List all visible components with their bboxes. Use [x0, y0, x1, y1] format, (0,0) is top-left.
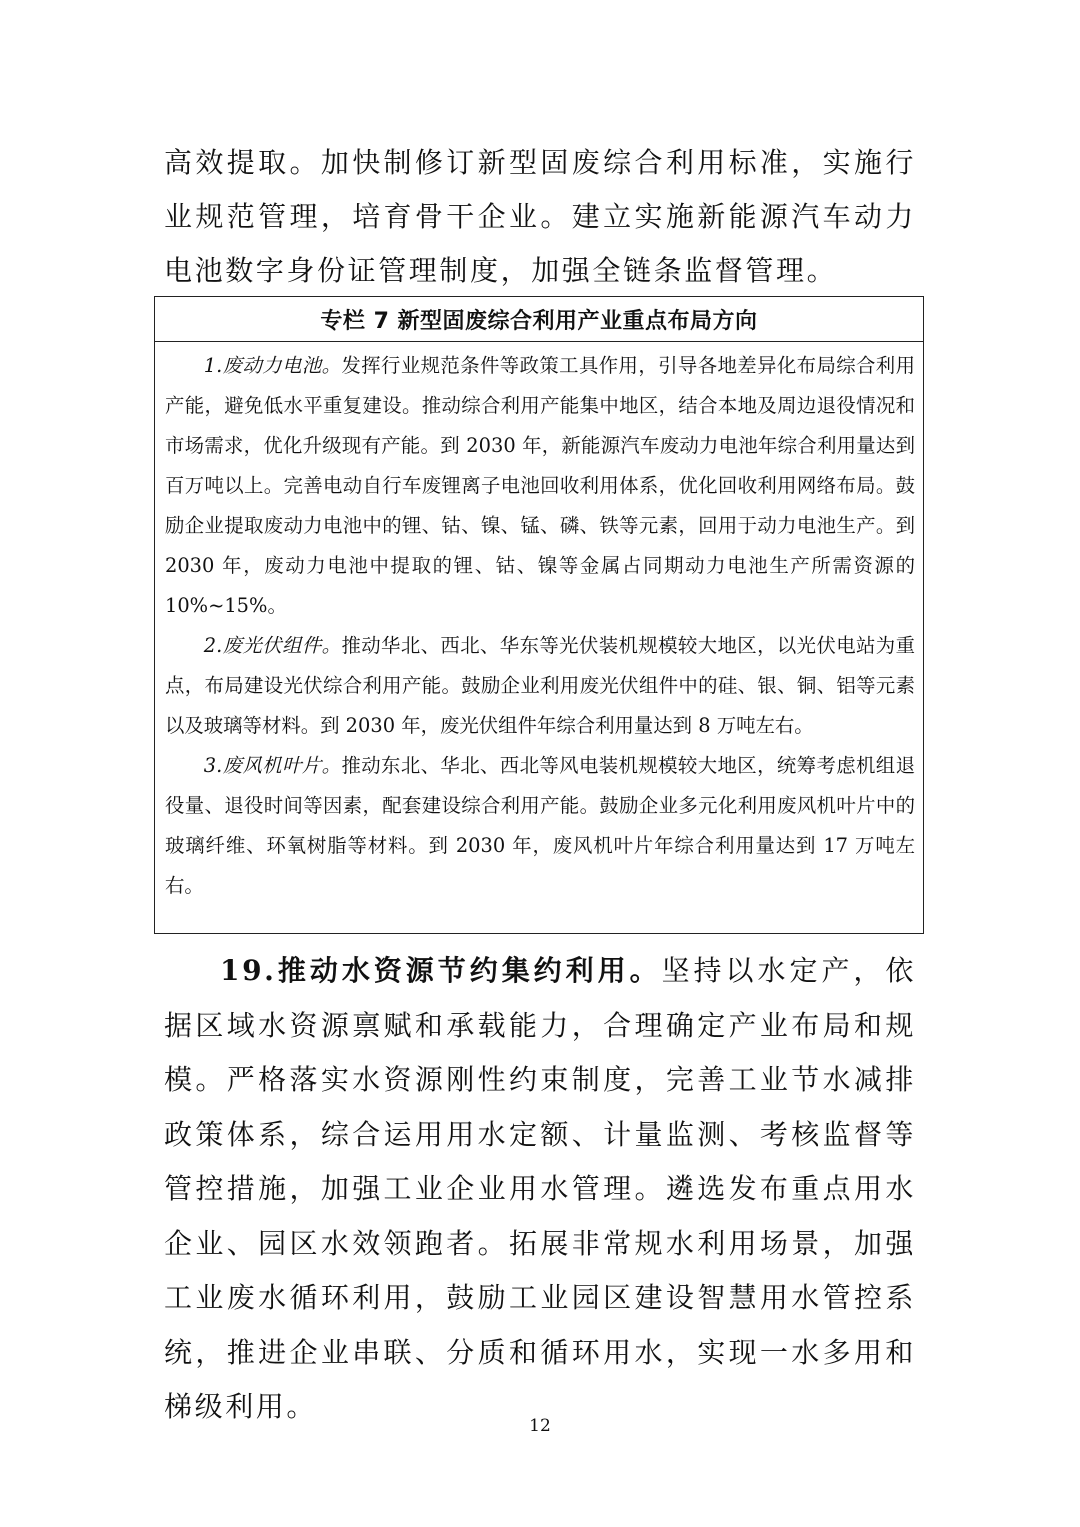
column-box-body — [155, 342, 923, 906]
column-item-heading: 1.废动力电池。 — [203, 354, 342, 377]
section-number: 19. — [220, 954, 277, 987]
column-box-title: 专栏 7 新型固废综合利用产业重点布局方向 — [155, 297, 923, 342]
column-item-text: 发挥行业规范条件等政策工具作用，引导各地差异化布局综合利用产能，避免低水平重复建设。推动综合利用产能集中地区，结合本地及周边退役情况和市场需求，优化升级现有产能。到 2030 年，新能源汽车废动力电池年综合利用量达到百万吨以上。完善电动自行车废锂离子电池回收利用体系，优化回收利用网络布局。鼓励企业提取废动力电池中的锂、钴、镍、锰、磷、铁等元素，回用于动力电池生产。到 2030 年，废动力电池中提取的锂、钴、镍等金属占同期动力电池生产所需资源的 10%~15%。 — [165, 354, 915, 617]
column-item-text: 推动华北、西北、华东等光伏装机规模较大地区，以光伏电站为重点，布局建设光伏综合利用产能。鼓励企业利用废光伏组件中的硅、银、铜、铝等元素以及玻璃等材料。到 2030 年，废光伏组件年综合利用量达到 8 万吨左右。 — [165, 634, 915, 737]
section-text: 坚持以水定产，依据区域水资源禀赋和承载能力，合理确定产业布局和规模。严格落实水资源刚性约束制度，完善工业节水减排政策体系，综合运用用水定额、计量监测、考核监督等管控措施，加强工业企业用水管理。遴选发布重点用水企业、园区水效领跑者。拓展非常规水利用场景，加强工业废水循环利用，鼓励工业园区建设智慧用水管控系统，推进企业串联、分质和循环用水，实现一水多用和梯级利用。 — [164, 954, 916, 1423]
section-19-paragraph — [164, 944, 916, 1435]
page-number: 12 — [529, 1416, 551, 1436]
column-item — [165, 626, 915, 746]
column-item-text: 推动东北、华北、西北等风电装机规模较大地区，统筹考虑机组退役量、退役时间等因素，配套建设综合利用产能。鼓励企业多元化利用废风机叶片中的玻璃纤维、环氧树脂等材料。到 2030 年，废风机叶片年综合利用量达到 17 万吨左右。 — [165, 754, 915, 897]
column-item-heading: 2.废光伏组件。 — [203, 634, 342, 657]
section-heading: 推动水资源节约集约利用。 — [276, 954, 662, 987]
column-item — [165, 346, 915, 626]
column-box — [154, 296, 924, 934]
column-item — [165, 746, 915, 906]
lead-paragraph: 高效提取。加快制修订新型固废综合利用标准，实施行业规范管理，培育骨干企业。建立实施新能源汽车动力电池数字身份证管理制度，加强全链条监督管理。 — [164, 146, 916, 287]
column-item-heading: 3.废风机叶片。 — [203, 754, 342, 777]
